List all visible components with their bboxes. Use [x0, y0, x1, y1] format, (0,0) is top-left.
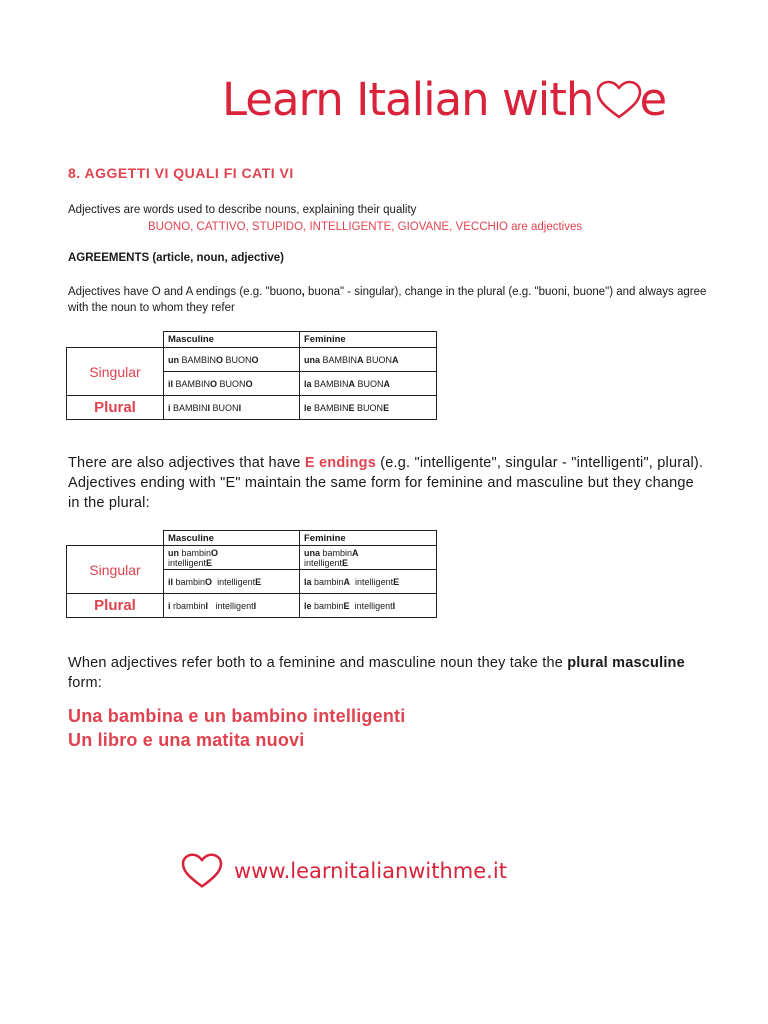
para-part: When adjectives refer both to a feminine and masculine noun they take the: [68, 655, 568, 671]
table-cell: le BAMBINE BUONE: [300, 396, 437, 420]
row-label-singular: Singular: [67, 546, 164, 594]
desc-part: Adjectives have O and A endings (e.g. "buono: [68, 286, 302, 298]
table-corner: [67, 531, 164, 546]
para-part: form:: [68, 675, 103, 691]
o-a-endings-description: [68, 284, 708, 316]
table-cell: una bambinA intelligentE: [300, 546, 437, 570]
plural-masculine-bold: plural masculine: [567, 655, 685, 671]
row-label-singular: Singular: [67, 348, 164, 396]
header-masculine: Masculine: [164, 332, 300, 348]
table-cell: il bambinO intelligentE: [164, 570, 300, 594]
table-cell: un bambinO intelligentE: [164, 546, 300, 570]
desc-comma: ,: [301, 286, 305, 298]
header-feminine: Feminine: [300, 332, 437, 348]
agreements-sub: (article, noun, adjective): [149, 252, 284, 264]
o-a-endings-table: [66, 331, 437, 420]
para-part: (e.g. "intelligente", singular - "intelligenti", plural). Adjectives ending with "E" maintain the same form for feminine and masculine but they change in the plural:: [68, 455, 704, 511]
table-corner: [67, 332, 164, 348]
header-masculine: Masculine: [164, 531, 300, 546]
agreements-label: AGREEMENTS: [68, 252, 150, 264]
table-cell: i BAMBINI BUONI: [164, 396, 300, 420]
table-cell: il BAMBINO BUONO: [164, 372, 300, 396]
e-endings-description: [68, 453, 708, 513]
adjective-examples: BUONO, CATTIVO, STUPIDO, INTELLIGENTE, GIOVANE, VECCHIO are adjectives: [148, 221, 583, 233]
table-cell: una BAMBINA BUONA: [300, 348, 437, 372]
example-sentence-1: Una bambina e un bambino intelligenti: [68, 706, 406, 726]
logo-text-end: e: [639, 73, 667, 126]
row-label-plural: Plural: [67, 594, 164, 618]
e-endings-table: [66, 530, 437, 618]
heart-icon: [180, 852, 224, 890]
site-logo: [222, 72, 666, 128]
intro-text: Adjectives are words used to describe nouns, explaining their quality: [68, 204, 417, 216]
table-cell: le bambinE intelligentI: [300, 594, 437, 618]
website-link[interactable]: www.learnitalianwithme.it: [234, 859, 507, 883]
agreements-heading: [68, 252, 284, 264]
table-cell: la BAMBINA BUONA: [300, 372, 437, 396]
table-cell: la bambinA intelligentE: [300, 570, 437, 594]
table-cell: un BAMBINO BUONO: [164, 348, 300, 372]
section-heading: 8. AGGETTI VI QUALI FI CATI VI: [68, 165, 294, 181]
footer-brand: [180, 852, 507, 890]
para-part: There are also adjectives that have: [68, 455, 305, 471]
heart-icon: [595, 79, 643, 121]
e-endings-highlight: E endings: [304, 455, 377, 471]
logo-text: Learn Italian with: [222, 73, 594, 126]
table-cell: i rbambinI intelligentI: [164, 594, 300, 618]
plural-masculine-description: [68, 653, 708, 693]
example-sentence-2: Un libro e una matita nuovi: [68, 730, 305, 750]
row-label-plural: Plural: [67, 396, 164, 420]
header-feminine: Feminine: [300, 531, 437, 546]
desc-part: buona" - singular), change in the plural (e.g. "buoni, buone") and always agree with the noun to whom they refer: [68, 286, 707, 314]
